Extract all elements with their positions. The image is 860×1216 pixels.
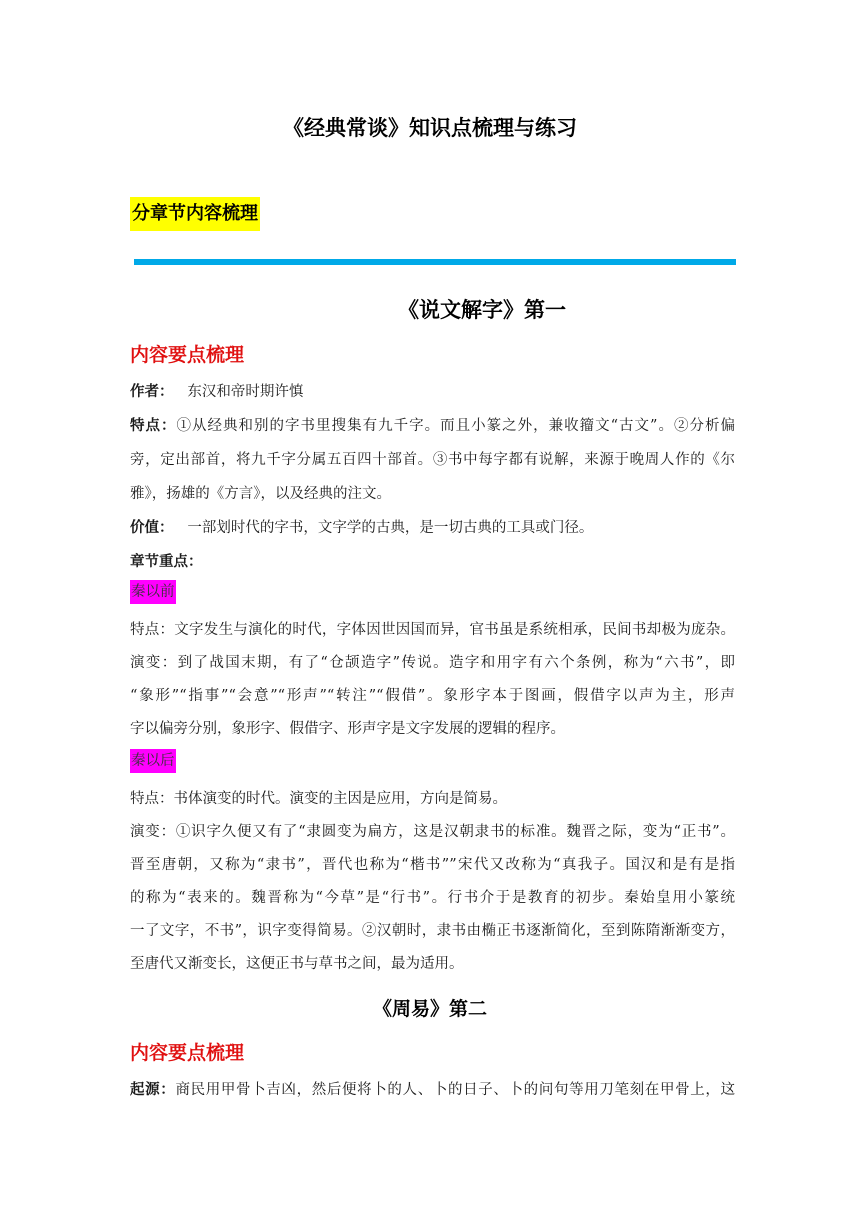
after-qin-tag: 秦以后 <box>130 749 176 773</box>
after-qin-line-2: 演变：①识字久便又有了“隶圆变为扁方，这是汉朝隶书的标准。魏晋之际，变为“正书”。 <box>130 824 735 840</box>
features-line-3: 雅》，扬雄的《方言》，以及经典的注文。 <box>130 486 391 502</box>
divider-rule <box>134 259 736 265</box>
origin-text: 商民用甲骨卜吉凶，然后便将卜的人、卜的日子、卜的问句等用刀笔刻在甲骨上，这 <box>175 1082 736 1098</box>
before-qin-line-4: 字以偏旁分别，象形字、假借字、形声字是文字发展的逻辑的程序。 <box>130 721 565 737</box>
before-qin-line-1: 特点：文字发生与演化的时代，字体因世因国而异，官书虽是系统相承，民间书却极为庞杂。 <box>130 622 735 638</box>
before-qin-line-2: 演变：到了战国末期，有了“仓颉造字”传说。造字和用字有六个条例，称为“六书”，即 <box>130 655 735 671</box>
origin-label: 起源： <box>130 1082 176 1098</box>
before-qin-line-3: “象形”“指事”“会意”“形声”“转注”“假借”。象形字本于图画，假借字以声为主，形声 <box>130 688 735 704</box>
after-qin-line-4: 的称为“表来的。魏晋称为“今草”是“行书”。行书介于是教育的初步。秦始皇用小篆统 <box>130 890 735 906</box>
after-qin-line-5: 一了文字，不书”，识字变得简易。②汉朝时，隶书由椭正书逐渐简化，至到陈隋渐渐变方， <box>130 923 735 939</box>
chapter2-points-heading: 内容要点梳理 <box>130 1042 245 1064</box>
value-line <box>130 518 735 538</box>
author-label: 作者： <box>130 384 174 400</box>
features-text-1: ①从经典和别的字书里搜集有九千字。而且小篆之外，兼收籀文“古文”。②分析偏 <box>176 418 735 434</box>
document-title: 《经典常谈》知识点梳理与练习 <box>283 116 577 140</box>
chapter1-title <box>0 294 860 324</box>
before-qin-tag: 秦以前 <box>130 580 176 604</box>
after-qin-line-1: 特点：书体演变的时代。演变的主因是应用，方向是简易。 <box>130 791 507 807</box>
section-heading: 分章节内容梳理 <box>130 197 260 231</box>
value-label: 价值： <box>130 520 174 536</box>
key-points-label: 章节重点： <box>130 554 203 570</box>
value-text: 一部划时代的字书，文字学的古典，是一切古典的工具或门径。 <box>187 520 594 536</box>
features-line-2: 旁，定出部首，将九千字分属五百四十部首。③书中每字都有说解，来源于晚周人作的《尔 <box>130 452 735 468</box>
features-label: 特点： <box>130 418 177 434</box>
author-line <box>130 382 735 402</box>
chapter2-title: 《周易》第二 <box>372 998 487 1020</box>
features-line-1 <box>130 416 735 436</box>
origin-line <box>130 1080 735 1100</box>
chapter1-points-heading: 内容要点梳理 <box>130 344 245 366</box>
chapter1-title-text: 《说文解字》第一 <box>398 298 566 322</box>
after-qin-line-6: 至唐代又渐变长，这便正书与草书之间，最为适用。 <box>130 956 464 972</box>
after-qin-line-3: 晋至唐朝，又称为“隶书”，晋代也称为“楷书””宋代又改称为“真我子。国汉和是有是指 <box>130 857 735 873</box>
author-text: 东汉和帝时期许慎 <box>187 384 304 400</box>
